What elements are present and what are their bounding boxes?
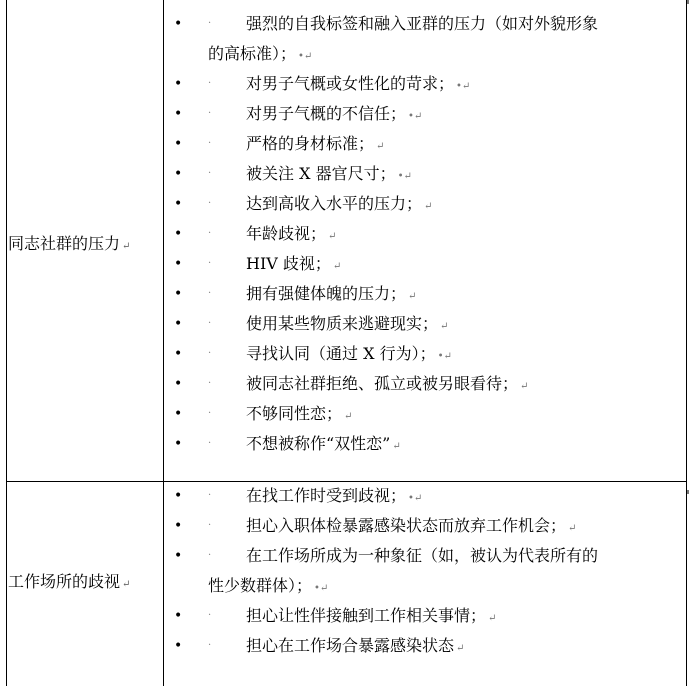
item-text: 寻找认同（通过 X 行为）； •↵	[246, 344, 452, 363]
tab-mark: ·	[208, 408, 212, 419]
tab-mark: ·	[208, 198, 212, 209]
item-text: 年龄歧视； ↵	[246, 224, 337, 243]
tab-mark: ·	[208, 258, 212, 269]
category-label: 同志社群的压力	[8, 234, 121, 253]
bullet: •	[174, 436, 183, 452]
category-cell	[8, 234, 160, 257]
item-text: 担心入职体检暴露感染状态而放弃工作机会； ↵	[246, 516, 577, 535]
item-text: 对男子气概或女性化的苛求； •↵	[246, 74, 471, 93]
item-text: 对男子气概的不信任； •↵	[246, 104, 423, 123]
tab-mark: ·	[208, 490, 212, 501]
table-row-divider	[6, 481, 686, 482]
tab-mark: ·	[208, 78, 212, 89]
paragraph-mark: ↵	[122, 241, 131, 252]
bullet: •	[174, 256, 183, 272]
tab-mark: ·	[208, 228, 212, 239]
list-item	[174, 14, 674, 64]
item-text: 担心在工作场合暴露感染状态 ↵	[246, 636, 465, 655]
bullet: •	[174, 346, 183, 362]
bullet: •	[174, 196, 183, 212]
tab-mark: ·	[208, 108, 212, 119]
tab-mark: ·	[208, 640, 212, 651]
item-text: 被同志社群拒绝、孤立或被另眼看待； ↵	[246, 374, 529, 393]
bullet: •	[174, 376, 183, 392]
item-text: 在找工作时受到歧视； •↵	[246, 486, 423, 505]
item-text: 不想被称作“双性恋” ↵	[246, 434, 401, 453]
item-text: 在工作场所成为一种象征（如，被认为代表所有的	[246, 546, 599, 565]
tab-mark: ·	[208, 438, 212, 449]
tab-mark: ·	[208, 610, 212, 621]
bullet: •	[174, 76, 183, 92]
tab-mark: ·	[208, 288, 212, 299]
item-text: 严格的身材标准； ↵	[246, 134, 385, 153]
table-edge-mark	[687, 0, 689, 4]
item-text: 被关注 X 器官尺寸； •↵	[246, 164, 412, 183]
paragraph-mark: ↵	[122, 579, 131, 590]
tab-mark: ·	[208, 378, 212, 389]
bullet: •	[174, 608, 183, 624]
item-text: 达到高收入水平的压力； ↵	[246, 194, 433, 213]
item-text: HIV 歧视； ↵	[246, 254, 342, 273]
tab-mark: ·	[208, 520, 212, 531]
item-text-continued: 的高标准）； •↵	[208, 44, 313, 63]
bullet: •	[174, 638, 183, 654]
category-label: 工作场所的歧视	[8, 572, 121, 591]
item-text: 担心让性伴接触到工作相关事情； ↵	[246, 606, 497, 625]
item-text-continued: 性少数群体）； •↵	[208, 576, 329, 595]
bullet: •	[174, 166, 183, 182]
list-item	[174, 546, 674, 596]
item-text: 不够同性恋； ↵	[246, 404, 353, 423]
item-text: 强烈的自我标签和融入亚群的压力（如对外貌形象	[246, 14, 599, 33]
bullet: •	[174, 518, 183, 534]
tab-mark: ·	[208, 348, 212, 359]
tab-mark: ·	[208, 138, 212, 149]
category-cell	[8, 572, 160, 595]
bullet: •	[174, 16, 183, 32]
bullet: •	[174, 548, 183, 564]
bullet: •	[174, 226, 183, 242]
item-text: 使用某些物质来逃避现实； ↵	[246, 314, 449, 333]
bullet: •	[174, 286, 183, 302]
tab-mark: ·	[208, 18, 212, 29]
tab-mark: ·	[208, 168, 212, 179]
table-column-divider	[163, 0, 164, 686]
tab-mark: ·	[208, 550, 212, 561]
tab-mark: ·	[208, 318, 212, 329]
bullet: •	[174, 106, 183, 122]
bullet: •	[174, 136, 183, 152]
bullet: •	[174, 406, 183, 422]
table-right-border	[686, 0, 687, 686]
bullet: •	[174, 316, 183, 332]
item-text: 拥有强健体魄的压力； ↵	[246, 284, 417, 303]
bullet: •	[174, 488, 183, 504]
table-left-border	[6, 0, 7, 686]
table-edge-mark	[687, 490, 689, 494]
